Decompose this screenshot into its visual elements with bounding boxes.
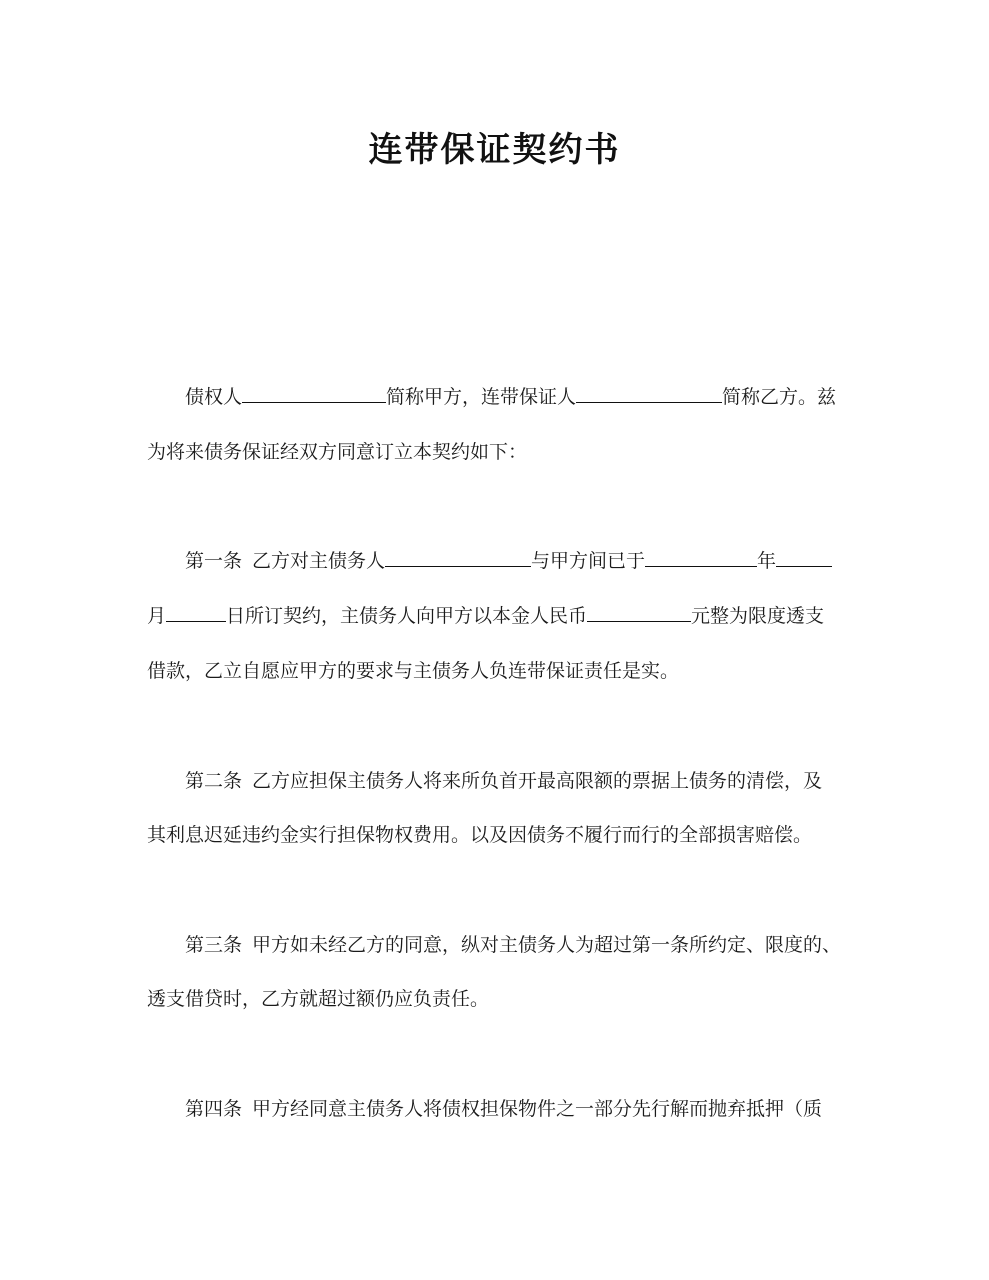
article1-line-1 [185, 548, 832, 574]
article2-line-1 [185, 768, 822, 794]
intro-text-guarantor: 简称甲方，连带保证人 [386, 386, 577, 408]
article1-text-a: 乙方对主债务人 [252, 550, 386, 572]
amount-blank [587, 603, 691, 622]
article2-label: 第二条 [185, 770, 243, 792]
article3-label: 第三条 [185, 934, 243, 956]
guarantor-blank [576, 384, 722, 403]
document-title: 连带保证契约书 [368, 130, 621, 170]
day-blank [166, 603, 226, 622]
article1-text-b: 与甲方间已于 [531, 550, 646, 572]
article1-text-c: 日所订契约，主债务人向甲方以本金人民币 [226, 605, 588, 627]
intro-text-end: 简称乙方。兹 [722, 386, 837, 408]
intro-line-1 [185, 384, 836, 410]
article4-text-1: 甲方经同意主债务人将债权担保物件之一部分先行解而抛弃抵押（质 [252, 1098, 823, 1120]
article1-text-year: 年 [757, 550, 777, 572]
creditor-blank [242, 384, 386, 403]
article2-text-1: 乙方应担保主债务人将来所负首开最高限额的票据上债务的清偿，及 [252, 770, 823, 792]
article2-line-2: 其利息迟延违约金实行担保物权费用。以及因债务不履行而行的全部损害赔偿。 [147, 824, 813, 846]
year-blank [645, 548, 757, 567]
article1-label: 第一条 [185, 550, 243, 572]
intro-line-2: 为将来债务保证经双方同意订立本契约如下： [147, 441, 528, 463]
debtor-blank [385, 548, 531, 567]
article1-text-d: 元整为限度透支 [691, 605, 825, 627]
intro-text-creditor: 债权人 [185, 386, 243, 408]
article1-line-3: 借款，乙立自愿应甲方的要求与主债务人负连带保证责任是实。 [147, 660, 680, 682]
article3-line-2: 透支借贷时，乙方就超过额仍应负责任。 [147, 988, 490, 1010]
article3-line-1 [185, 932, 841, 958]
article4-line-1 [185, 1096, 822, 1122]
article1-line-2 [147, 603, 824, 629]
month-blank [776, 548, 832, 567]
article4-label: 第四条 [185, 1098, 243, 1120]
article1-text-month: 月 [147, 605, 167, 627]
article3-text-1: 甲方如未经乙方的同意，纵对主债务人为超过第一条所约定、限度的、 [252, 934, 842, 956]
